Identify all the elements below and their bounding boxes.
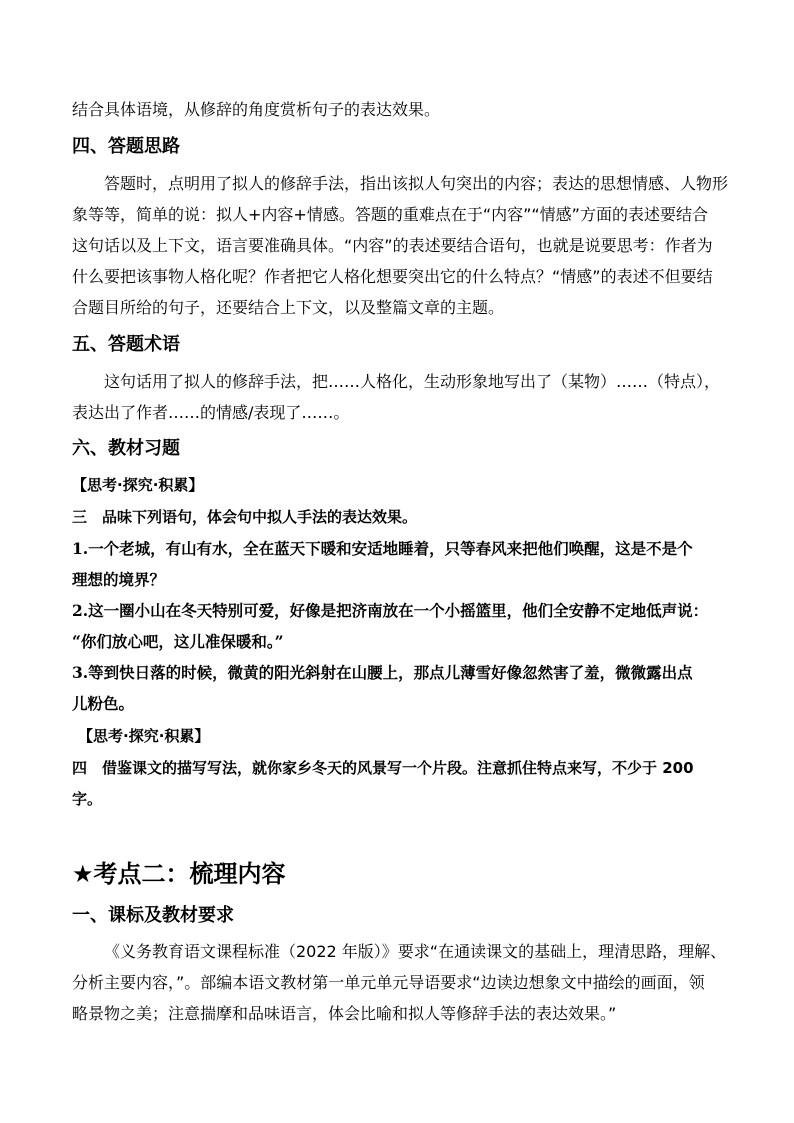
exercise-question-3: 三 品味下列语句，体会句中拟人手法的表达效果。 [72, 508, 418, 526]
paragraph-line: 这句话以及上下文，语言要准确具体。“内容”的表述要结合语句，也就是说要思考：作者为 [72, 236, 713, 255]
exercise-question-4: 四 借鉴课文的描写写法，就你家乡冬天的风景写一个片段。注意抓住特点来写，不少于 200 [72, 759, 694, 777]
exercise-tag: 【思考·探究·积累】 [72, 476, 204, 494]
exercise-tag: 【思考·探究·积累】 [78, 727, 210, 745]
exercise-question-4: 字。 [72, 790, 103, 808]
paragraph-line: 略景物之美；注意揣摩和品味语言，体会比喻和拟人等修辞手法的表达效果。” [72, 1004, 617, 1023]
paragraph-line: 这句话用了拟人的修辞手法，把……人格化，生动形象地写出了（某物）……（特点）， [104, 372, 721, 391]
paragraph-line: 答题时，点明用了拟人的修辞手法，指出该拟人句突出的内容；表达的思想情感、人物形 [104, 174, 729, 193]
paragraph-line: 分析主要内容，”。部编本语文教材第一单元单元导语要求“边读边想象文中描绘的画面，领 [72, 973, 705, 992]
page-section-title: ★考点二：梳理内容 [72, 860, 286, 888]
exercise-item: 1.一个老城，有山有水，全在蓝天下暖和安适地睡着，只等春风来把他们唤醒，这是不是个 [72, 539, 693, 558]
exercise-item: 2.这一圈小山在冬天特别可爱，好像是把济南放在一个小摇篮里，他们全安静不定地低声说： [72, 601, 709, 620]
paragraph-line: 《义务教育语文课程标准（2022 年版）》要求“在通读课文的基础上，理清思路，理解、 [104, 942, 727, 961]
section-heading-answer-terms: 五、答题术语 [72, 334, 180, 355]
exercise-item: 3.等到快日落的时候，微黄的阳光斜射在山腰上，那点儿薄雪好像忽然害了羞，微微露出点 [72, 663, 693, 682]
paragraph-line: 表达出了作者……的情感/表现了……。 [72, 403, 350, 422]
paragraph-line: 合题目所给的句子，还要结合上下文，以及整篇文章的主题。 [72, 298, 505, 317]
section-heading-answer-approach: 四、答题思路 [72, 136, 180, 157]
intro-line: 结合具体语境，从修辞的角度赏析句子的表达效果。 [72, 100, 441, 119]
paragraph-line: 象等等，简单的说：拟人+内容+情感。答题的重难点在于“内容”“情感”方面的表述要结合 [72, 205, 708, 224]
exercise-item: “你们放心吧，这儿准保暖和。” [72, 632, 284, 651]
section-heading-curriculum: 一、课标及教材要求 [72, 905, 234, 926]
exercise-item: 儿粉色。 [72, 694, 135, 713]
paragraph-line: 什么要把该事物人格化呢？作者把它人格化想要突出它的什么特点？“情感”的表述不但要结 [72, 267, 713, 286]
section-heading-textbook-exercises: 六、教材习题 [72, 438, 180, 459]
exercise-item: 理想的境界？ [72, 570, 166, 589]
